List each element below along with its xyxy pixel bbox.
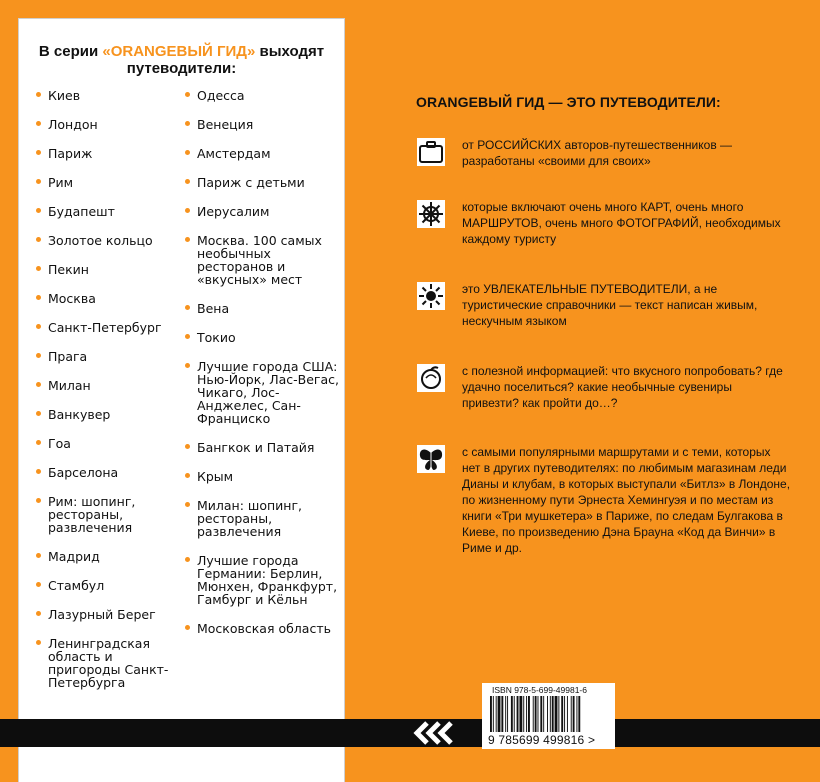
city-list-item: Золотое кольцо: [35, 234, 183, 247]
heading-prefix: В серии: [38, 43, 103, 60]
heading-suffix: выходят: [255, 43, 325, 60]
city-list-item: Прага: [35, 350, 183, 363]
city-list-item: Милан: шопинг, рестораны, развлечения: [184, 499, 339, 538]
city-list-item: Будапешт: [35, 205, 183, 218]
heading-line2: путеводители:: [126, 60, 237, 77]
city-list-item: Токио: [184, 331, 339, 344]
city-list-item: Барселона: [35, 466, 183, 479]
city-list-item: Москва: [35, 292, 183, 305]
city-list-item: Гоа: [35, 437, 183, 450]
heading-brand: «ORANGEВЫЙ ГИД»: [102, 43, 256, 60]
suitcase-icon: [416, 137, 446, 167]
city-list-item: Вена: [184, 302, 339, 315]
isbn-label: ISBN 978-5-699-49981-6: [492, 685, 587, 695]
city-list-item: Амстердам: [184, 147, 339, 160]
city-list-item: Милан: [35, 379, 183, 392]
city-list-item: Париж: [35, 147, 183, 160]
city-list-item: Ванкувер: [35, 408, 183, 421]
city-list-item: Лазурный Берег: [35, 608, 183, 621]
feature-text: с самыми популярными маршрутами и с теми, которых нет в других путеводителях: по любимым магазинам леди Дианы и клубам, в которых выступали «Битлз» в Лондоне, по жизненному пути Эрнеста Хемингуэя и по местам из книги «Три мушкетера» в Париже, по следам Булгакова в Киеве, по произведению Дэна Брауна «Код да Винчи» в Риме и др.: [462, 445, 791, 555]
feature-text: с полезной информацией: что вкусного попробовать? где удачно поселиться? какие необычные сувениры привезти? как пройти до…?: [462, 364, 783, 410]
city-list-item: Московская область: [184, 622, 339, 635]
city-list-item: Рим: шопинг, рестораны, развлечения: [35, 495, 183, 534]
city-list-item: Лондон: [35, 118, 183, 131]
fruit-icon: [416, 363, 446, 393]
city-list-item: Венеция: [184, 118, 339, 131]
sun-icon: [416, 281, 446, 311]
series-panel: [18, 18, 345, 782]
feature-text: это УВЛЕКАТЕЛЬНЫЕ ПУТЕВОДИТЕЛИ, а не туристические справочники — текст написан живым, нескучным языком: [462, 282, 758, 328]
city-list-item: Иерусалим: [184, 205, 339, 218]
city-list-item: Пекин: [35, 263, 183, 276]
barcode-bars: [490, 696, 608, 734]
butterfly-icon: [416, 444, 446, 474]
feature-text: от РОССИЙСКИХ авторов-путешественников — разработаны «своими для своих»: [462, 138, 733, 168]
barcode-digits: 9 785699 499816 >: [488, 733, 596, 747]
feature-text: которые включают очень много КАРТ, очень много МАРШРУТОВ, очень много ФОТОГРАФИЙ, необходимых каждому туристу: [462, 200, 781, 246]
ship-wheel-icon: [416, 199, 446, 229]
city-list-item: Бангкок и Патайя: [184, 441, 339, 454]
isbn-barcode: [482, 683, 615, 749]
city-list-left: [35, 89, 183, 705]
city-list-right: [184, 89, 339, 651]
city-list-item: Санкт-Петербург: [35, 321, 183, 334]
city-list-item: Рим: [35, 176, 183, 189]
city-list-item: Одесса: [184, 89, 339, 102]
city-list-item: Крым: [184, 470, 339, 483]
city-list-item: Лучшие города Германии: Берлин, Мюнхен, Франкфурт, Гамбург и Кёльн: [184, 554, 339, 606]
chevrons-left-icon: [403, 719, 467, 747]
series-logo: [403, 719, 467, 747]
city-list-item: Мадрид: [35, 550, 183, 563]
about-title: ORANGEВЫЙ ГИД — ЭТО ПУТЕВОДИТЕЛИ:: [416, 94, 721, 110]
series-heading: [19, 43, 344, 77]
city-list-item: Киев: [35, 89, 183, 102]
city-list-item: Лучшие города США: Нью-Йорк, Лас-Вегас, Чикаго, Лос-Анджелес, Сан-Франциско: [184, 360, 339, 425]
city-list-item: Ленинградская область и пригороды Санкт-Петербурга: [35, 637, 183, 689]
city-list-item: Стамбул: [35, 579, 183, 592]
city-list-item: Париж с детьми: [184, 176, 339, 189]
city-list-item: Москва. 100 самых необычных ресторанов и «вкусных» мест: [184, 234, 339, 286]
